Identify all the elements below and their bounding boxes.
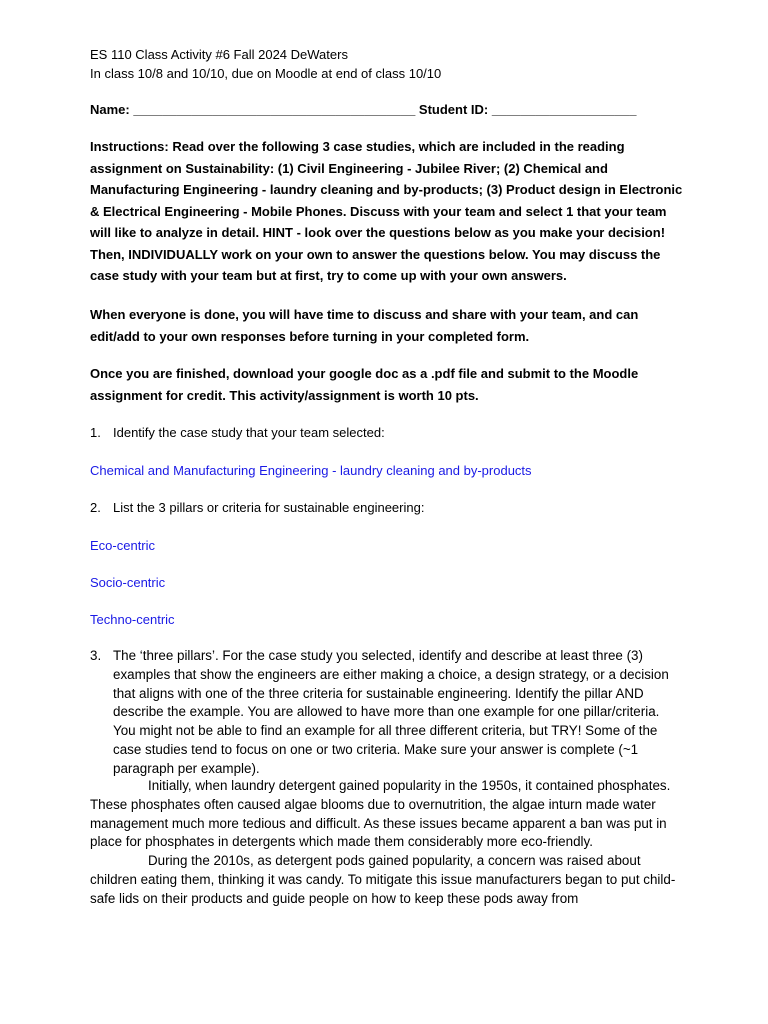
submission-paragraph: Once you are finished, download your google doc as a .pdf file and submit to the Moodle assignment for credit. This activity/assignment is worth 10 pts. xyxy=(90,366,639,403)
question-number: 2. xyxy=(90,500,101,515)
question-text: Identify the case study that your team selected: xyxy=(113,425,385,440)
document-header xyxy=(90,45,690,83)
question-text: List the 3 pillars or criteria for sustainable engineering: xyxy=(113,500,425,515)
question-3 xyxy=(90,647,685,779)
question-number: 3. xyxy=(90,648,102,663)
answer-3-paragraph: During the 2010s, as detergent pods gained popularity, a concern was raised about children eating them, thinking it was candy. To mitigate this issue manufacturers began to put child-safe lids on their products and guide people on how to keep these pods away from xyxy=(90,853,676,906)
answer-2-pillar-socio: Socio-centric xyxy=(90,575,166,590)
question-number: 1. xyxy=(90,425,101,440)
answer-2-pillar-techno: Techno-centric xyxy=(90,612,175,627)
answer-1-case-study: Chemical and Manufacturing Engineering - laundry cleaning and by-products xyxy=(90,463,532,478)
instructions-paragraph: Instructions: Read over the following 3 case studies, which are included in the reading assignment on Sustainability: (1) Civil Engineering - Jubilee River; (2) Chemical and Manufacturing Engineering - laundry cleaning and by-products; (3) Product design in Electronic & Electrical Engineering - Mobile Phones. Discuss with your team and select 1 that your team will like to analyze in detail. HINT - look over the questions below as you make your decision! Then, INDIVIDUALLY work on your own to answer the questions below. You may discuss the case study with your team but at first, try to come up with your own answers. xyxy=(90,139,683,283)
question-text: The ‘three pillars’. For the case study you selected, identify and describe at least three (3) examples that show the engineers are either making a choice, a design strategy, or a decision that aligns with one of the three criteria for sustainable engineering. Identify the pillar AND describe the example. You are allowed to have more than one example for one pillar/criteria. You might not be able to find an example for all three different criteria, but TRY! Some of the case studies tend to focus on one or two criteria. Make sure your answer is complete (~1 paragraph per example). xyxy=(113,648,669,776)
course-title: ES 110 Class Activity #6 Fall 2024 DeWaters xyxy=(90,47,348,62)
answer-3-body xyxy=(90,777,685,909)
answer-2-pillar-eco: Eco-centric xyxy=(90,538,156,553)
name-student-id-line: Name: _______________________________________ Student ID: ____________________ xyxy=(90,102,637,117)
due-date-line: In class 10/8 and 10/10, due on Moodle at end of class 10/10 xyxy=(90,66,442,81)
answer-3-paragraph: Initially, when laundry detergent gained popularity in the 1950s, it contained phosphates. These phosphates often caused algae blooms due to overnutrition, the algae inturn made water management much more tedious and difficult. As these issues became apparent a ban was put in place for phosphates in detergents which made them considerably more eco-friendly. xyxy=(90,778,671,850)
question-1 xyxy=(90,422,690,444)
question-2 xyxy=(90,497,690,519)
discussion-paragraph: When everyone is done, you will have time to discuss and share with your team, and can edit/add to your own responses before turning in your completed form. xyxy=(90,307,639,344)
